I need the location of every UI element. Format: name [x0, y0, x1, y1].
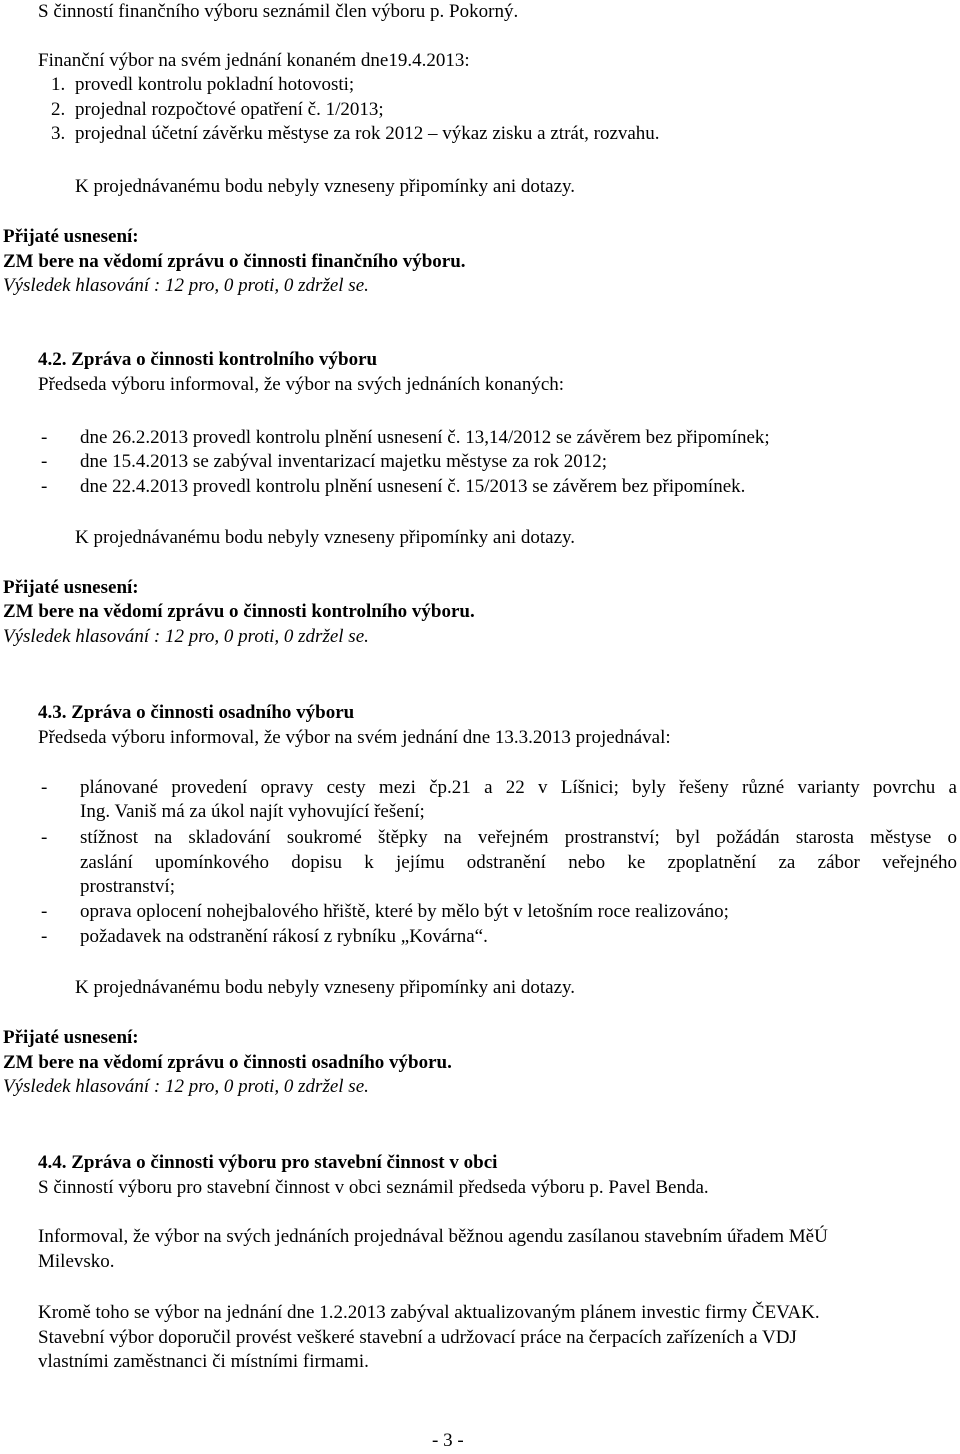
section-intro: Předseda výboru informoval, že výbor na svých jednáních konaných:	[38, 374, 565, 395]
list-item: oprava oplocení nohejbalového hřiště, které by mělo být v letošním roce realizováno;	[80, 901, 729, 922]
list-item-number: 1.	[51, 74, 66, 95]
list-item: plánované provedení opravy cesty mezi čp.21 a 22 v Líšnici; byly řešeny různé varianty povrchu a	[80, 777, 957, 798]
list-item: projednal účetní závěrku městyse za rok 2012 – výkaz zisku a ztrát, rozvahu.	[75, 123, 660, 144]
section-intro: S činností výboru pro stavební činnost v obci seznámil předseda výboru p. Pavel Benda.	[38, 1177, 709, 1198]
list-bullet: -	[41, 827, 48, 848]
list-item: provedl kontrolu pokladní hotovosti;	[75, 74, 355, 95]
section-heading: 4.4. Zpráva o činnosti výboru pro stavební činnost v obci	[38, 1152, 498, 1173]
list-item: stížnost na skladování soukromé štěpky na veřejném prostranství; byl požádán starosta městyse o	[80, 827, 957, 848]
resolution-text: ZM bere na vědomí zprávu o činnosti osadního výboru.	[3, 1052, 452, 1073]
list-item-continuation: prostranství;	[80, 876, 175, 897]
list-item: požadavek na odstranění rákosí z rybníku „Kovárna“.	[80, 926, 488, 947]
resolution-label: Přijaté usnesení:	[3, 1027, 139, 1048]
paragraph-line: vlastními zaměstnanci či místními firmami.	[38, 1351, 369, 1372]
finance-committee-intro: S činností finančního výboru seznámil člen výboru p. Pokorný.	[38, 1, 519, 22]
page-number: - 3 -	[432, 1430, 464, 1451]
vote-result: Výsledek hlasování : 12 pro, 0 proti, 0 zdržel se.	[3, 626, 369, 647]
resolution-label: Přijaté usnesení:	[3, 577, 139, 598]
section-heading: 4.3. Zpráva o činnosti osadního výboru	[38, 702, 355, 723]
vote-result: Výsledek hlasování : 12 pro, 0 proti, 0 zdržel se.	[3, 275, 369, 296]
list-item-number: 3.	[51, 123, 66, 144]
list-item-number: 2.	[51, 99, 66, 120]
resolution-text: ZM bere na vědomí zprávu o činnosti kontrolního výboru.	[3, 601, 475, 622]
list-item: dne 22.4.2013 provedl kontrolu plnění usnesení č. 15/2013 se závěrem bez připomínek.	[80, 476, 746, 497]
section-intro: Předseda výboru informoval, že výbor na svém jednání dne 13.3.2013 projednával:	[38, 727, 671, 748]
list-item-continuation: Ing. Vaniš má za úkol najít vyhovující řešení;	[80, 801, 425, 822]
list-item: projednal rozpočtové opatření č. 1/2013;	[75, 99, 384, 120]
list-bullet: -	[41, 451, 48, 472]
list-bullet: -	[41, 476, 48, 497]
list-item: dne 26.2.2013 provedl kontrolu plnění usnesení č. 13,14/2012 se závěrem bez připomínek;	[80, 427, 770, 448]
no-comments-note: K projednávanému bodu nebyly vzneseny připomínky ani dotazy.	[75, 977, 576, 998]
vote-result: Výsledek hlasování : 12 pro, 0 proti, 0 zdržel se.	[3, 1076, 369, 1097]
no-comments-note: K projednávanému bodu nebyly vzneseny připomínky ani dotazy.	[75, 176, 576, 197]
no-comments-note: K projednávanému bodu nebyly vzneseny připomínky ani dotazy.	[75, 527, 576, 548]
section-heading: 4.2. Zpráva o činnosti kontrolního výboru	[38, 349, 378, 370]
list-bullet: -	[41, 926, 48, 947]
list-item: dne 15.4.2013 se zabýval inventarizací majetku městyse za rok 2012;	[80, 451, 608, 472]
list-item-continuation: zaslání upomínkového dopisu k jejímu odstranění nebo ke zpoplatnění za zábor veřejného	[80, 852, 957, 873]
paragraph-line: Informoval, že výbor na svých jednáních projednával běžnou agendu zasílanou stavebním úřadem MěÚ	[38, 1226, 828, 1247]
list-bullet: -	[41, 901, 48, 922]
list-bullet: -	[41, 427, 48, 448]
resolution-text: ZM bere na vědomí zprávu o činnosti finančního výboru.	[3, 251, 466, 272]
paragraph-line: Kromě toho se výbor na jednání dne 1.2.2013 zabýval aktualizovaným plánem investic firmy ČEVAK.	[38, 1302, 820, 1323]
resolution-label: Přijaté usnesení:	[3, 226, 139, 247]
list-bullet: -	[41, 777, 48, 798]
paragraph-line: Milevsko.	[38, 1251, 115, 1272]
finance-meeting-line: Finanční výbor na svém jednání konaném dne19.4.2013:	[38, 50, 470, 71]
paragraph-line: Stavební výbor doporučil provést veškeré stavební a udržovací práce na čerpacích zařízeních a VDJ	[38, 1327, 797, 1348]
